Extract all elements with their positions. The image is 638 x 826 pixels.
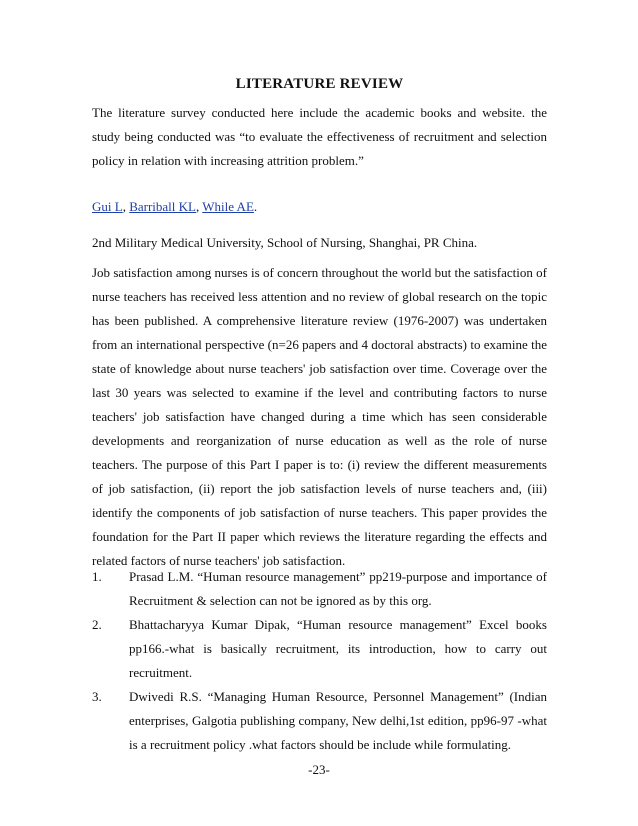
reference-text: Dwivedi R.S. “Managing Human Resource, Personnel Management” (Indian enterprises, Galgotia publishing company, New delhi,1st edition, pp96-97 -what is a recruitment policy .what factors should be include while formulating. [129, 689, 547, 752]
reference-list [92, 565, 547, 757]
reference-number: 2. [92, 617, 102, 632]
affiliation-line: 2nd Military Medical University, School of Nursing, Shanghai, PR China. [92, 235, 478, 250]
author-link-gui[interactable]: Gui L [92, 199, 123, 214]
intro-paragraph: The literature survey conducted here include the academic books and website. the study being conducted was “to evaluate the effectiveness of recruitment and selection policy in relation with increasing attrition problem.” [92, 105, 547, 168]
reference-text: Prasad L.M. “Human resource management” pp219-purpose and importance of Recruitment & selection can not be ignored as by this org. [129, 569, 547, 608]
reference-item [92, 613, 547, 685]
author-separator: , [122, 199, 130, 214]
reference-item [92, 565, 547, 613]
author-separator: . [253, 199, 258, 214]
reference-item [92, 685, 547, 757]
author-link-while[interactable]: While AE [202, 199, 254, 214]
author-list [92, 195, 547, 219]
author-link-barriball[interactable]: Barriball KL [129, 199, 196, 214]
page-number: -23- [308, 762, 330, 777]
reference-number: 3. [92, 689, 102, 704]
page-title: LITERATURE REVIEW [235, 76, 404, 92]
author-separator: , [196, 199, 203, 214]
abstract-paragraph: Job satisfaction among nurses is of concern throughout the world but the satisfaction of nurse teachers has received less attention and no review of global research on the topic has been published. A comprehensive literature review (1976-2007) was undertaken from an international perspective (n=26 papers and 4 doctoral abstracts) to examine the state of knowledge about nurse teachers' job satisfaction over time. Coverage over the last 30 years was selected to examine if the level and contributing factors to nurse teachers' job satisfaction have changed during a time which has seen considerable developments and reorganization of nurse education as well as the role of nurse teachers. The purpose of this Part I paper is to: (i) review the different measurements of job satisfaction, (ii) report the job satisfaction levels of nurse teachers and, (iii) identify the components of job satisfaction of nurse teachers. This paper provides the foundation for the Part II paper which reviews the literature regarding the effects and related factors of nurse teachers' job satisfaction. [92, 265, 547, 568]
reference-text: Bhattacharyya Kumar Dipak, “Human resource management” Excel books pp166.-what is basically recruitment, its introduction, how to carry out recruitment. [129, 617, 547, 680]
reference-number: 1. [92, 569, 102, 584]
